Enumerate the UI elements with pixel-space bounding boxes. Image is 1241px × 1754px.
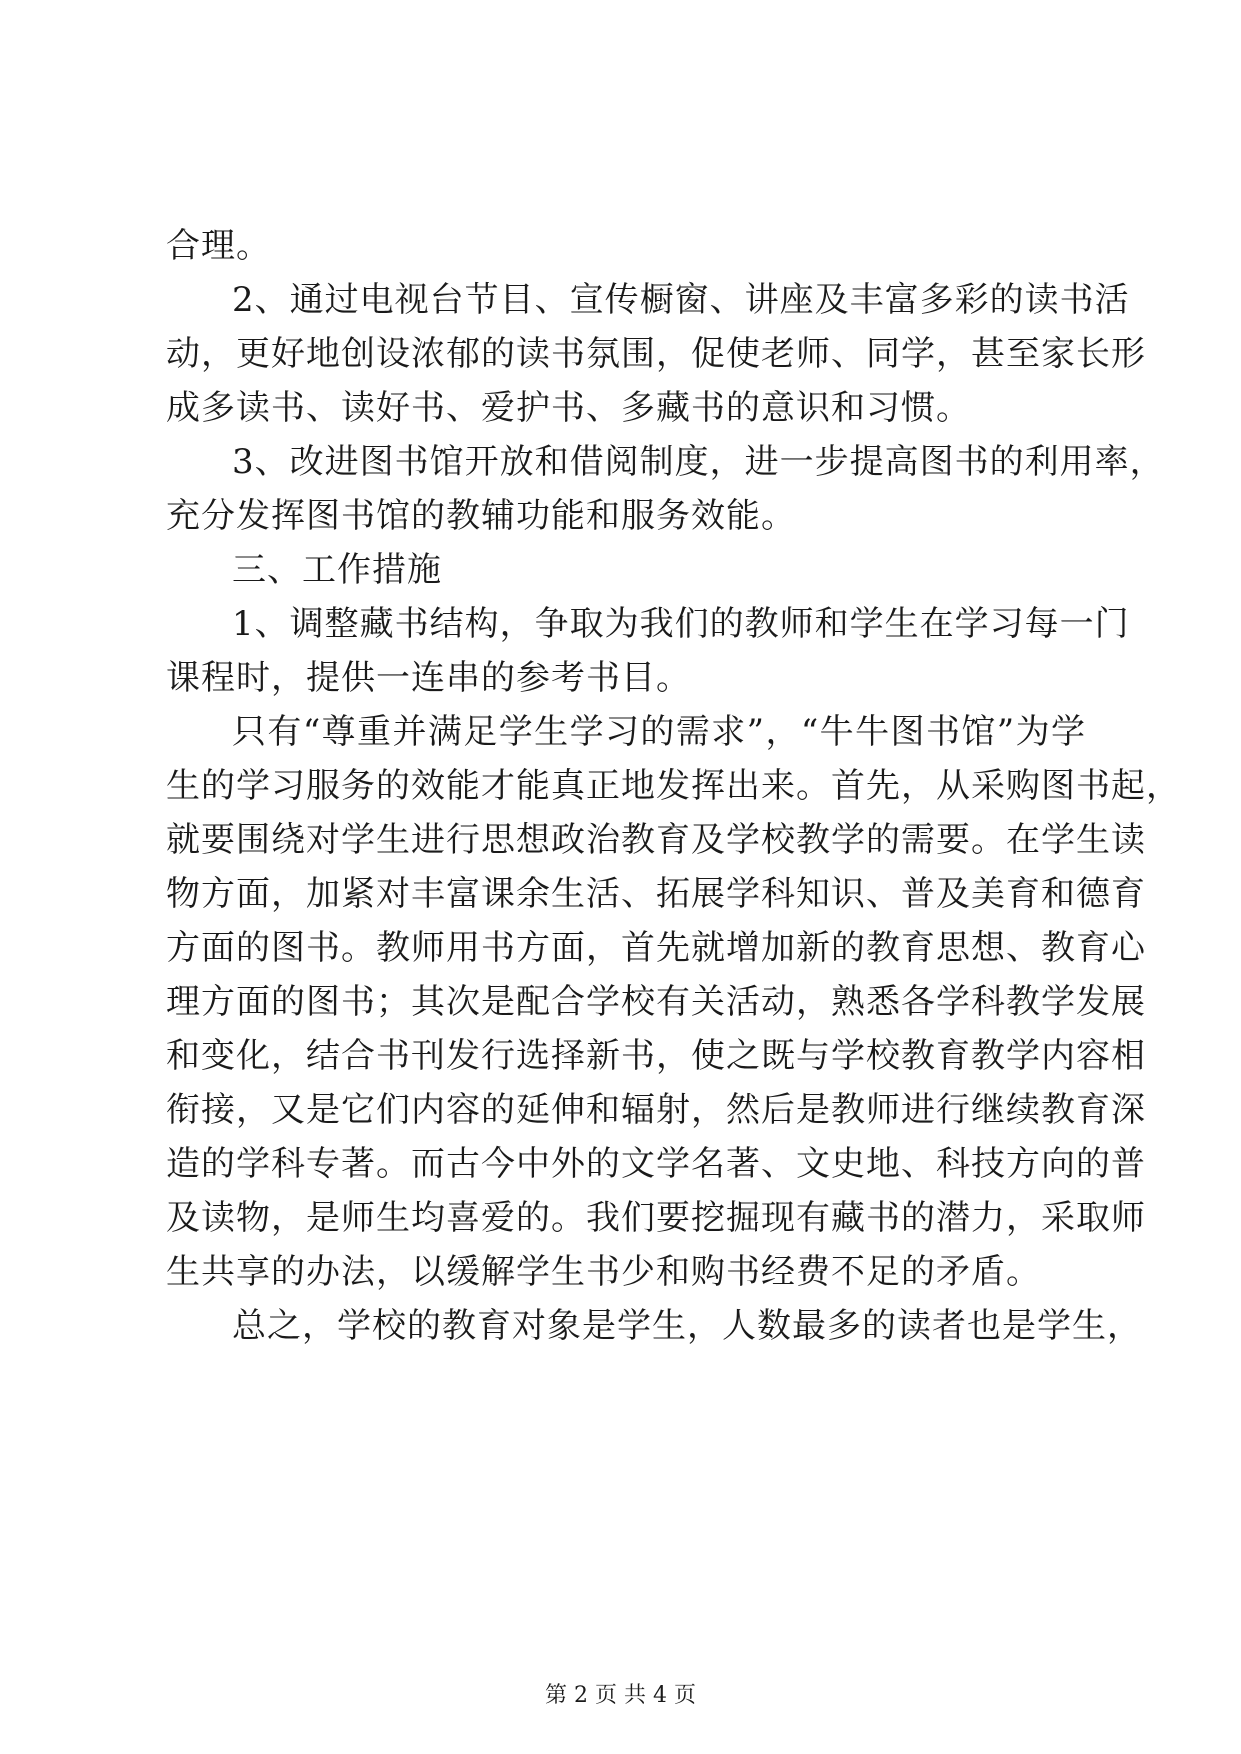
text-line: 衔接，又是它们内容的延伸和辐射，然后是教师进行继续教育深 [166,1090,1146,1130]
text-line: 充分发挥图书馆的教辅功能和服务效能。 [166,496,796,536]
text-line: 合理。 [166,226,271,266]
text-line: 生的学习服务的效能才能真正地发挥出来。首先，从采购图书起， [166,766,1181,806]
text-line: 成多读书、读好书、爱护书、多藏书的意识和习惯。 [166,388,971,428]
text-line: 和变化，结合书刊发行选择新书，使之既与学校教育教学内容相 [166,1036,1146,1076]
text-line: 1、调整藏书结构，争取为我们的教师和学生在学习每一门 [232,604,1130,644]
page-number-label: 第 2 页 共 4 页 [545,1683,696,1708]
text-line: 物方面，加紧对丰富课余生活、拓展学科知识、普及美育和德育 [166,874,1146,914]
page-footer [0,1682,1241,1710]
text-line: 3、改进图书馆开放和借阅制度，进一步提高图书的利用率， [232,442,1165,482]
text-line: 生共享的办法，以缓解学生书少和购书经费不足的矛盾。 [166,1252,1041,1292]
text-line: 2、通过电视台节目、宣传橱窗、讲座及丰富多彩的读书活 [232,280,1130,320]
text-line: 方面的图书。教师用书方面，首先就增加新的教育思想、教育心 [166,928,1146,968]
text-line: 只有“尊重并满足学生学习的需求”，“牛牛图书馆”为学 [232,712,1086,752]
text-line: 课程时，提供一连串的参考书目。 [166,658,691,698]
text-line: 就要围绕对学生进行思想政治教育及学校教学的需要。在学生读 [166,820,1146,860]
text-line: 理方面的图书；其次是配合学校有关活动，熟悉各学科教学发展 [166,982,1146,1022]
text-line: 及读物，是师生均喜爱的。我们要挖掘现有藏书的潜力，采取师 [166,1198,1146,1238]
text-line: 动，更好地创设浓郁的读书氛围，促使老师、同学，甚至家长形 [166,334,1146,374]
section-heading: 三、工作措施 [232,550,442,590]
text-line: 造的学科专著。而古今中外的文学名著、文史地、科技方向的普 [166,1144,1146,1184]
text-line: 总之，学校的教育对象是学生，人数最多的读者也是学生， [232,1306,1142,1346]
